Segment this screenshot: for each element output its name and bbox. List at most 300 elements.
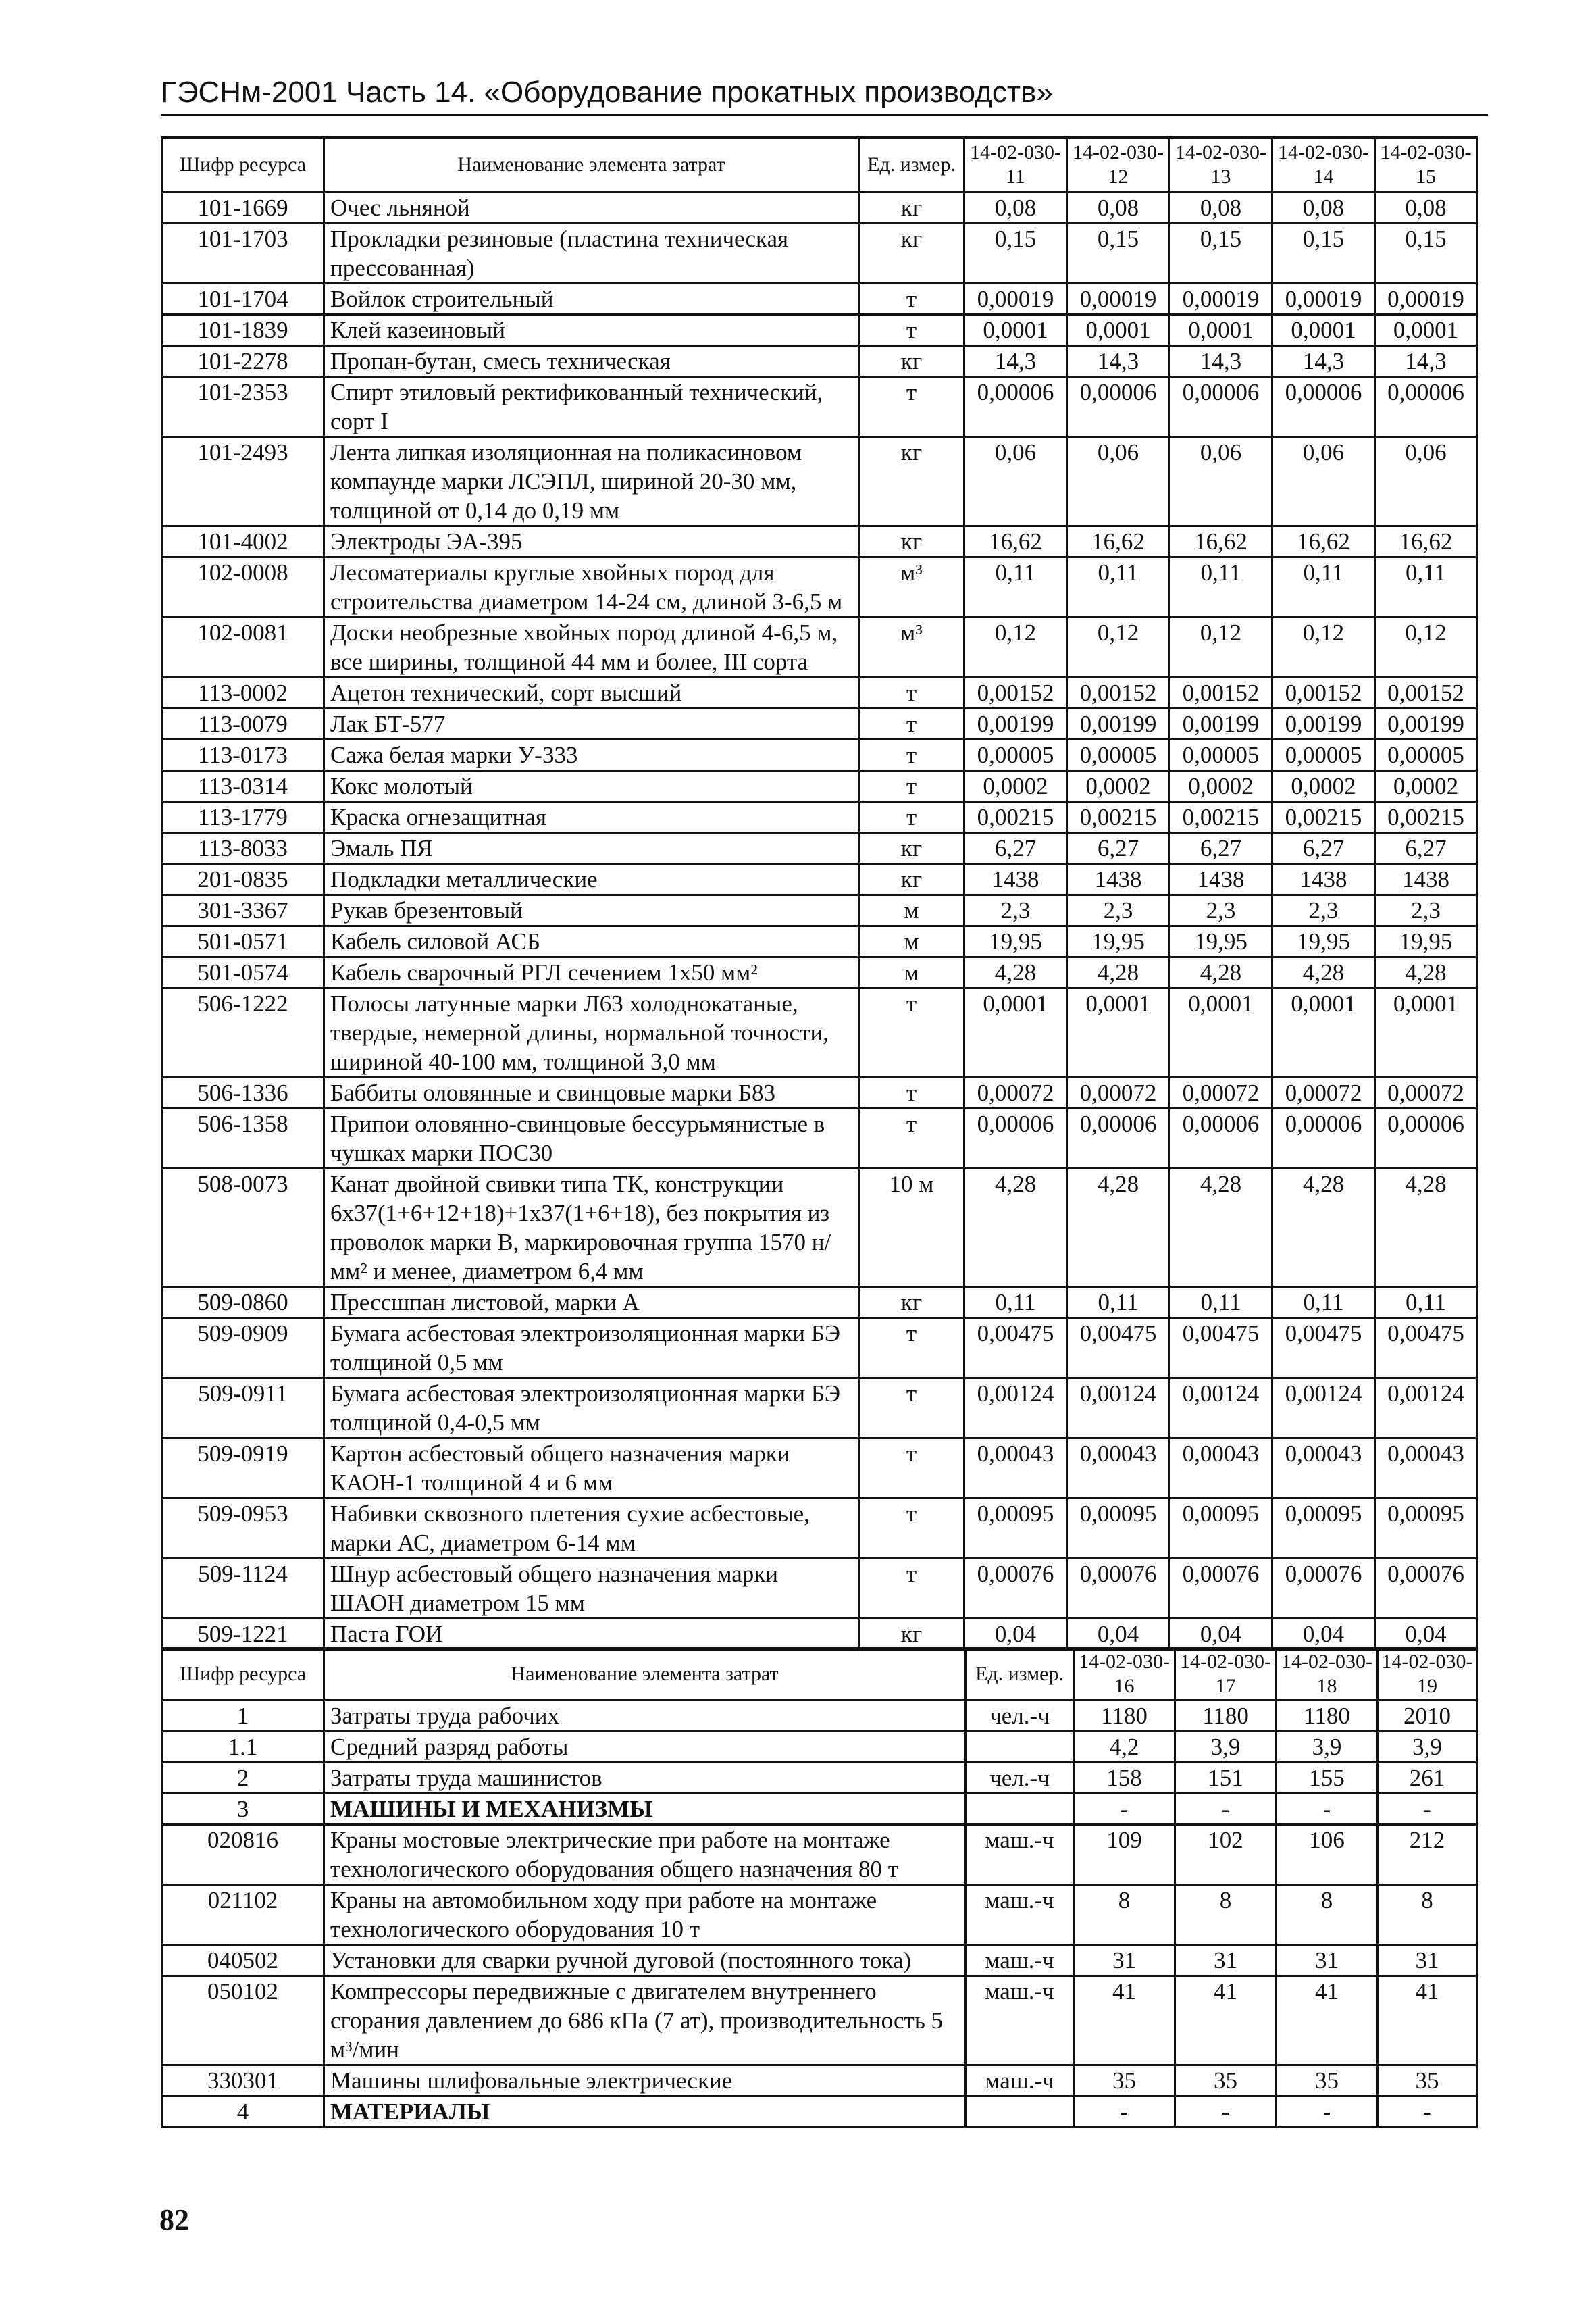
value-cell: 0,15 xyxy=(1375,224,1477,284)
unit-cell: т xyxy=(859,1378,964,1438)
unit-cell: м xyxy=(859,895,964,926)
table-row xyxy=(162,1287,1477,1318)
value-cell: 31 xyxy=(1277,1945,1378,1976)
resource-code: 506-1358 xyxy=(162,1109,324,1169)
value-cell: 4,28 xyxy=(1375,1169,1477,1287)
resource-name: Лак БТ-577 xyxy=(324,709,859,740)
column-header: Наименование элемента затрат xyxy=(324,1649,966,1701)
value-cell: 0,00019 xyxy=(1272,284,1375,315)
unit-cell: т xyxy=(859,1318,964,1378)
value-cell: 0,00019 xyxy=(1170,284,1272,315)
resource-code: 021102 xyxy=(162,1885,324,1945)
value-cell: 0,00076 xyxy=(1170,1559,1272,1619)
value-cell: 109 xyxy=(1074,1825,1175,1885)
unit-cell: маш.-ч xyxy=(966,1945,1074,1976)
table-row xyxy=(162,377,1477,437)
value-cell: 4,28 xyxy=(964,1169,1067,1287)
value-cell: 0,00199 xyxy=(1272,709,1375,740)
value-cell: 0,04 xyxy=(1272,1619,1375,1650)
value-cell: 19,95 xyxy=(1170,926,1272,957)
value-cell: 0,00072 xyxy=(1067,1078,1170,1109)
resource-name: Бумага асбестовая электроизоляционная марки БЭ толщиной 0,5 мм xyxy=(324,1318,859,1378)
table-row xyxy=(162,1945,1477,1976)
table-row xyxy=(162,1438,1477,1499)
value-cell: 0,0002 xyxy=(1375,771,1477,802)
table-row xyxy=(162,1976,1477,2065)
resource-name: Кокс молотый xyxy=(324,771,859,802)
value-cell: 0,15 xyxy=(1272,224,1375,284)
value-cell: 4,28 xyxy=(1375,957,1477,988)
value-cell: 1438 xyxy=(964,864,1067,895)
unit-cell: т xyxy=(859,771,964,802)
value-cell: 0,00006 xyxy=(1272,1109,1375,1169)
unit-cell xyxy=(966,2096,1074,2128)
table-row xyxy=(162,1701,1477,1732)
table-row xyxy=(162,1318,1477,1378)
unit-cell: кг xyxy=(859,1619,964,1650)
value-cell: 0,00215 xyxy=(1375,802,1477,833)
value-cell: 0,00152 xyxy=(1375,678,1477,709)
resource-code: 113-0173 xyxy=(162,740,324,771)
resource-code: 101-4002 xyxy=(162,526,324,557)
value-cell: 0,0001 xyxy=(964,988,1067,1078)
resource-code: 506-1222 xyxy=(162,988,324,1078)
value-cell: 0,00076 xyxy=(1375,1559,1477,1619)
value-cell: 0,00005 xyxy=(1067,740,1170,771)
value-cell: 1438 xyxy=(1272,864,1375,895)
value-cell: 0,04 xyxy=(1375,1619,1477,1650)
table-row xyxy=(162,1499,1477,1559)
resource-name: Краска огнезащитная xyxy=(324,802,859,833)
table-row xyxy=(162,437,1477,526)
value-cell: 4,28 xyxy=(1272,957,1375,988)
value-cell: 1438 xyxy=(1067,864,1170,895)
value-cell: 0,00019 xyxy=(1067,284,1170,315)
value-cell: 0,0001 xyxy=(1170,988,1272,1078)
resource-code: 101-1704 xyxy=(162,284,324,315)
value-cell: 0,0001 xyxy=(964,315,1067,346)
value-cell: 0,06 xyxy=(1067,437,1170,526)
unit-cell: м xyxy=(859,926,964,957)
value-cell: 6,27 xyxy=(1375,833,1477,864)
value-cell: 0,00006 xyxy=(1375,1109,1477,1169)
table-header-row xyxy=(162,1649,1477,1701)
resource-code: 1 xyxy=(162,1701,324,1732)
value-cell: 0,00152 xyxy=(1170,678,1272,709)
resource-code: 509-0909 xyxy=(162,1318,324,1378)
value-cell: 16,62 xyxy=(1272,526,1375,557)
value-cell: 0,12 xyxy=(1067,618,1170,678)
resource-name: Кабель сварочный РГЛ сечением 1х50 мм² xyxy=(324,957,859,988)
resource-name: Лесоматериалы круглые хвойных пород для строительства диаметром 14-24 см, длиной 3-6,5 м xyxy=(324,557,859,618)
value-cell: - xyxy=(1378,1794,1477,1825)
resource-name: Краны мостовые электрические при работе на монтаже технологического оборудования общего назначения 80 т xyxy=(324,1825,966,1885)
value-cell: 0,0001 xyxy=(1375,315,1477,346)
table-row xyxy=(162,1619,1477,1650)
resource-code: 2 xyxy=(162,1763,324,1794)
value-cell: 0,00005 xyxy=(964,740,1067,771)
value-cell: 0,00043 xyxy=(1272,1438,1375,1499)
column-header: Наименование элемента затрат xyxy=(324,138,859,193)
column-header: 14-02-030-19 xyxy=(1378,1649,1477,1701)
resource-name: Бумага асбестовая электроизоляционная марки БЭ толщиной 0,4-0,5 мм xyxy=(324,1378,859,1438)
resource-code: 201-0835 xyxy=(162,864,324,895)
value-cell: 102 xyxy=(1175,1825,1277,1885)
value-cell: 0,00095 xyxy=(1170,1499,1272,1559)
value-cell: 158 xyxy=(1074,1763,1175,1794)
value-cell: 0,0001 xyxy=(1067,988,1170,1078)
value-cell: 0,15 xyxy=(1067,224,1170,284)
unit-cell: кг xyxy=(859,526,964,557)
resource-name: Клей казеиновый xyxy=(324,315,859,346)
value-cell: 41 xyxy=(1378,1976,1477,2065)
value-cell: 31 xyxy=(1074,1945,1175,1976)
value-cell: 2,3 xyxy=(964,895,1067,926)
value-cell: 16,62 xyxy=(1067,526,1170,557)
value-cell: 3,9 xyxy=(1277,1732,1378,1763)
value-cell: 0,00124 xyxy=(964,1378,1067,1438)
value-cell: 19,95 xyxy=(964,926,1067,957)
unit-cell: т xyxy=(859,1499,964,1559)
value-cell: 6,27 xyxy=(964,833,1067,864)
table-row xyxy=(162,1559,1477,1619)
value-cell: 261 xyxy=(1378,1763,1477,1794)
value-cell: 3,9 xyxy=(1378,1732,1477,1763)
value-cell: 41 xyxy=(1277,1976,1378,2065)
value-cell: 151 xyxy=(1175,1763,1277,1794)
value-cell: 6,27 xyxy=(1272,833,1375,864)
value-cell: 0,00006 xyxy=(964,1109,1067,1169)
unit-cell: 10 м xyxy=(859,1169,964,1287)
unit-cell: маш.-ч xyxy=(966,1885,1074,1945)
resource-code: 101-2278 xyxy=(162,346,324,377)
resource-name: Компрессоры передвижные с двигателем внутреннего сгорания давлением до 686 кПа (7 ат), производительность 5 м³/мин xyxy=(324,1976,966,2065)
value-cell: 0,00072 xyxy=(964,1078,1067,1109)
value-cell: 4,28 xyxy=(1170,1169,1272,1287)
column-header: 14-02-030-17 xyxy=(1175,1649,1277,1701)
value-cell: 0,00124 xyxy=(1272,1378,1375,1438)
resource-table-1 xyxy=(161,136,1478,1651)
unit-cell: м³ xyxy=(859,557,964,618)
value-cell: 0,0002 xyxy=(964,771,1067,802)
value-cell: 0,00475 xyxy=(1375,1318,1477,1378)
value-cell: 4,28 xyxy=(1170,957,1272,988)
unit-cell: кг xyxy=(859,346,964,377)
value-cell: 0,0002 xyxy=(1272,771,1375,802)
value-cell: 106 xyxy=(1277,1825,1378,1885)
value-cell: 0,00215 xyxy=(964,802,1067,833)
table-row xyxy=(162,557,1477,618)
resource-name: Паста ГОИ xyxy=(324,1619,859,1650)
value-cell: - xyxy=(1074,1794,1175,1825)
table-row xyxy=(162,709,1477,740)
resource-code: 4 xyxy=(162,2096,324,2128)
value-cell: 0,00124 xyxy=(1170,1378,1272,1438)
table-row xyxy=(162,193,1477,224)
column-header: Шифр ресурса xyxy=(162,1649,324,1701)
value-cell: 0,00006 xyxy=(964,377,1067,437)
resource-code: 1.1 xyxy=(162,1732,324,1763)
value-cell: 0,12 xyxy=(1272,618,1375,678)
unit-cell: т xyxy=(859,377,964,437)
value-cell: 0,11 xyxy=(964,557,1067,618)
resource-code: 509-1221 xyxy=(162,1619,324,1650)
value-cell: - xyxy=(1074,2096,1175,2128)
value-cell: 0,00076 xyxy=(1067,1559,1170,1619)
value-cell: 0,15 xyxy=(964,224,1067,284)
unit-cell: т xyxy=(859,709,964,740)
value-cell: 1180 xyxy=(1175,1701,1277,1732)
table-row xyxy=(162,618,1477,678)
resource-name: Рукав брезентовый xyxy=(324,895,859,926)
resource-name: Канат двойной свивки типа ТК, конструкции 6х37(1+6+12+18)+1х37(1+6+18), без покрытия из проволок марки В, маркировочная группа 1570 н/мм² и менее, диаметром 6,4 мм xyxy=(324,1169,859,1287)
value-cell: 8 xyxy=(1074,1885,1175,1945)
value-cell: 0,00006 xyxy=(1067,1109,1170,1169)
value-cell: 0,0001 xyxy=(1375,988,1477,1078)
value-cell: 0,04 xyxy=(1170,1619,1272,1650)
value-cell: 14,3 xyxy=(1272,346,1375,377)
unit-cell xyxy=(966,1732,1074,1763)
resource-code: 509-0911 xyxy=(162,1378,324,1438)
value-cell: 0,11 xyxy=(1272,1287,1375,1318)
value-cell: 0,11 xyxy=(1170,1287,1272,1318)
unit-cell xyxy=(966,1794,1074,1825)
value-cell: 0,00095 xyxy=(1067,1499,1170,1559)
resource-name: Подкладки металлические xyxy=(324,864,859,895)
value-cell: 4,28 xyxy=(1067,1169,1170,1287)
resource-code: 509-0953 xyxy=(162,1499,324,1559)
table-row xyxy=(162,1078,1477,1109)
unit-cell: т xyxy=(859,988,964,1078)
value-cell: 0,00095 xyxy=(964,1499,1067,1559)
value-cell: 0,00005 xyxy=(1170,740,1272,771)
unit-cell: т xyxy=(859,1078,964,1109)
value-cell: 14,3 xyxy=(1170,346,1272,377)
value-cell: 0,12 xyxy=(1375,618,1477,678)
unit-cell: т xyxy=(859,1559,964,1619)
value-cell: 0,00152 xyxy=(1272,678,1375,709)
value-cell: - xyxy=(1175,2096,1277,2128)
resource-name: Краны на автомобильном ходу при работе на монтаже технологического оборудования 10 т xyxy=(324,1885,966,1945)
value-cell: 0,0002 xyxy=(1067,771,1170,802)
resource-code: 501-0574 xyxy=(162,957,324,988)
column-header: 14-02-030-14 xyxy=(1272,138,1375,193)
resource-table-2 xyxy=(161,1647,1478,2128)
resource-code: 101-1669 xyxy=(162,193,324,224)
value-cell: 0,00072 xyxy=(1170,1078,1272,1109)
resource-code: 020816 xyxy=(162,1825,324,1885)
table-row xyxy=(162,802,1477,833)
table-header-row xyxy=(162,138,1477,193)
value-cell: 0,00124 xyxy=(1375,1378,1477,1438)
resource-name: Средний разряд работы xyxy=(324,1732,966,1763)
resource-code: 113-8033 xyxy=(162,833,324,864)
table-row xyxy=(162,771,1477,802)
unit-cell: маш.-ч xyxy=(966,2065,1074,2096)
resource-code: 506-1336 xyxy=(162,1078,324,1109)
value-cell: 0,00072 xyxy=(1272,1078,1375,1109)
unit-cell: чел.-ч xyxy=(966,1763,1074,1794)
value-cell: 0,08 xyxy=(964,193,1067,224)
value-cell: 2010 xyxy=(1378,1701,1477,1732)
value-cell: 35 xyxy=(1074,2065,1175,2096)
value-cell: 14,3 xyxy=(1067,346,1170,377)
column-header: Ед. измер. xyxy=(859,138,964,193)
value-cell: 0,00076 xyxy=(1272,1559,1375,1619)
value-cell: 0,00215 xyxy=(1272,802,1375,833)
column-header: 14-02-030-12 xyxy=(1067,138,1170,193)
resource-code: 301-3367 xyxy=(162,895,324,926)
resource-name: Полосы латунные марки Л63 холоднокатаные, твердые, немерной длины, нормальной точности, шириной 40-100 мм, толщиной 3,0 мм xyxy=(324,988,859,1078)
unit-cell: м xyxy=(859,957,964,988)
value-cell: 0,00152 xyxy=(1067,678,1170,709)
unit-cell: чел.-ч xyxy=(966,1701,1074,1732)
value-cell: 0,11 xyxy=(1067,557,1170,618)
value-cell: 0,08 xyxy=(1375,193,1477,224)
value-cell: - xyxy=(1175,1794,1277,1825)
column-header: 14-02-030-18 xyxy=(1277,1649,1378,1701)
value-cell: 0,15 xyxy=(1170,224,1272,284)
value-cell: 1438 xyxy=(1375,864,1477,895)
resource-name: Очес льняной xyxy=(324,193,859,224)
value-cell: 1180 xyxy=(1074,1701,1175,1732)
value-cell: 0,00006 xyxy=(1375,377,1477,437)
table-body xyxy=(162,1701,1477,2128)
value-cell: 0,00043 xyxy=(1170,1438,1272,1499)
value-cell: 0,08 xyxy=(1067,193,1170,224)
column-header: Ед. измер. xyxy=(966,1649,1074,1701)
value-cell: 6,27 xyxy=(1067,833,1170,864)
table-row xyxy=(162,1825,1477,1885)
value-cell: 19,95 xyxy=(1067,926,1170,957)
resource-code: 101-1839 xyxy=(162,315,324,346)
value-cell: 0,00475 xyxy=(1272,1318,1375,1378)
value-cell: 35 xyxy=(1277,2065,1378,2096)
unit-cell: маш.-ч xyxy=(966,1976,1074,2065)
value-cell: 8 xyxy=(1378,1885,1477,1945)
resource-code: 101-2353 xyxy=(162,377,324,437)
resource-name: Шнур асбестовый общего назначения марки ШАОН диаметром 15 мм xyxy=(324,1559,859,1619)
resource-code: 330301 xyxy=(162,2065,324,2096)
value-cell: 35 xyxy=(1378,2065,1477,2096)
column-header: 14-02-030-13 xyxy=(1170,138,1272,193)
table-row xyxy=(162,957,1477,988)
table-body xyxy=(162,193,1477,1650)
resource-code: 3 xyxy=(162,1794,324,1825)
table-row xyxy=(162,864,1477,895)
table-row xyxy=(162,1885,1477,1945)
value-cell: 0,00124 xyxy=(1067,1378,1170,1438)
table-row xyxy=(162,346,1477,377)
value-cell: 0,0002 xyxy=(1170,771,1272,802)
resource-code: 501-0571 xyxy=(162,926,324,957)
value-cell: 0,00006 xyxy=(1272,377,1375,437)
value-cell: 0,00475 xyxy=(1067,1318,1170,1378)
table-row xyxy=(162,284,1477,315)
value-cell: 31 xyxy=(1175,1945,1277,1976)
value-cell: 4,28 xyxy=(1067,957,1170,988)
value-cell: 2,3 xyxy=(1272,895,1375,926)
resource-code: 113-0079 xyxy=(162,709,324,740)
value-cell: 4,2 xyxy=(1074,1732,1175,1763)
value-cell: 0,04 xyxy=(964,1619,1067,1650)
value-cell: 0,00019 xyxy=(1375,284,1477,315)
value-cell: 212 xyxy=(1378,1825,1477,1885)
value-cell: 35 xyxy=(1175,2065,1277,2096)
value-cell: 0,00095 xyxy=(1272,1499,1375,1559)
resource-code: 102-0008 xyxy=(162,557,324,618)
resource-code: 040502 xyxy=(162,1945,324,1976)
value-cell: 0,0001 xyxy=(1170,315,1272,346)
unit-cell: кг xyxy=(859,864,964,895)
resource-name: Лента липкая изоляционная на поликасиновом компаунде марки ЛСЭПЛ, шириной 20-30 мм, толщиной от 0,14 до 0,19 мм xyxy=(324,437,859,526)
value-cell: 0,00006 xyxy=(1170,377,1272,437)
resource-code: 509-0919 xyxy=(162,1438,324,1499)
value-cell: 0,00199 xyxy=(964,709,1067,740)
table-row xyxy=(162,740,1477,771)
value-cell: 1180 xyxy=(1277,1701,1378,1732)
value-cell: - xyxy=(1277,2096,1378,2128)
page-number: 82 xyxy=(159,2203,189,2236)
value-cell: 0,11 xyxy=(1375,1287,1477,1318)
table-row xyxy=(162,224,1477,284)
value-cell: 0,08 xyxy=(1170,193,1272,224)
value-cell: 0,06 xyxy=(1375,437,1477,526)
resource-name: Установки для сварки ручной дуговой (постоянного тока) xyxy=(324,1945,966,1976)
value-cell: 0,00199 xyxy=(1375,709,1477,740)
value-cell: 14,3 xyxy=(1375,346,1477,377)
resource-name: Баббиты оловянные и свинцовые марки Б83 xyxy=(324,1078,859,1109)
value-cell: 19,95 xyxy=(1375,926,1477,957)
resource-name: Ацетон технический, сорт высший xyxy=(324,678,859,709)
table-row xyxy=(162,1109,1477,1169)
value-cell: 31 xyxy=(1378,1945,1477,1976)
value-cell: 0,00043 xyxy=(964,1438,1067,1499)
unit-cell: кг xyxy=(859,224,964,284)
table-row xyxy=(162,926,1477,957)
value-cell: 16,62 xyxy=(1375,526,1477,557)
value-cell: 0,00005 xyxy=(1375,740,1477,771)
unit-cell: кг xyxy=(859,833,964,864)
resource-code: 508-0073 xyxy=(162,1169,324,1287)
unit-cell: т xyxy=(859,740,964,771)
table-row xyxy=(162,2096,1477,2128)
value-cell: 0,00006 xyxy=(1067,377,1170,437)
unit-cell: т xyxy=(859,284,964,315)
value-cell: 0,12 xyxy=(964,618,1067,678)
resource-code: 113-0002 xyxy=(162,678,324,709)
resource-name: Прессшпан листовой, марки А xyxy=(324,1287,859,1318)
column-header: 14-02-030-11 xyxy=(964,138,1067,193)
unit-cell: т xyxy=(859,1109,964,1169)
value-cell: 41 xyxy=(1074,1976,1175,2065)
value-cell: 0,08 xyxy=(1272,193,1375,224)
unit-cell: т xyxy=(859,1438,964,1499)
resource-name: Доски необрезные хвойных пород длиной 4-6,5 м, все ширины, толщиной 44 мм и более, III сорта xyxy=(324,618,859,678)
value-cell: 41 xyxy=(1175,1976,1277,2065)
resource-code: 113-1779 xyxy=(162,802,324,833)
value-cell: 1438 xyxy=(1170,864,1272,895)
resource-code: 102-0081 xyxy=(162,618,324,678)
page-title: ГЭСНм-2001 Часть 14. «Оборудование прокатных производств» xyxy=(161,76,1488,116)
value-cell: 0,00199 xyxy=(1170,709,1272,740)
value-cell: 0,11 xyxy=(1067,1287,1170,1318)
value-cell: 0,0001 xyxy=(1272,988,1375,1078)
resource-code: 509-1124 xyxy=(162,1559,324,1619)
resource-code: 113-0314 xyxy=(162,771,324,802)
table-row xyxy=(162,1763,1477,1794)
value-cell: 0,00199 xyxy=(1067,709,1170,740)
